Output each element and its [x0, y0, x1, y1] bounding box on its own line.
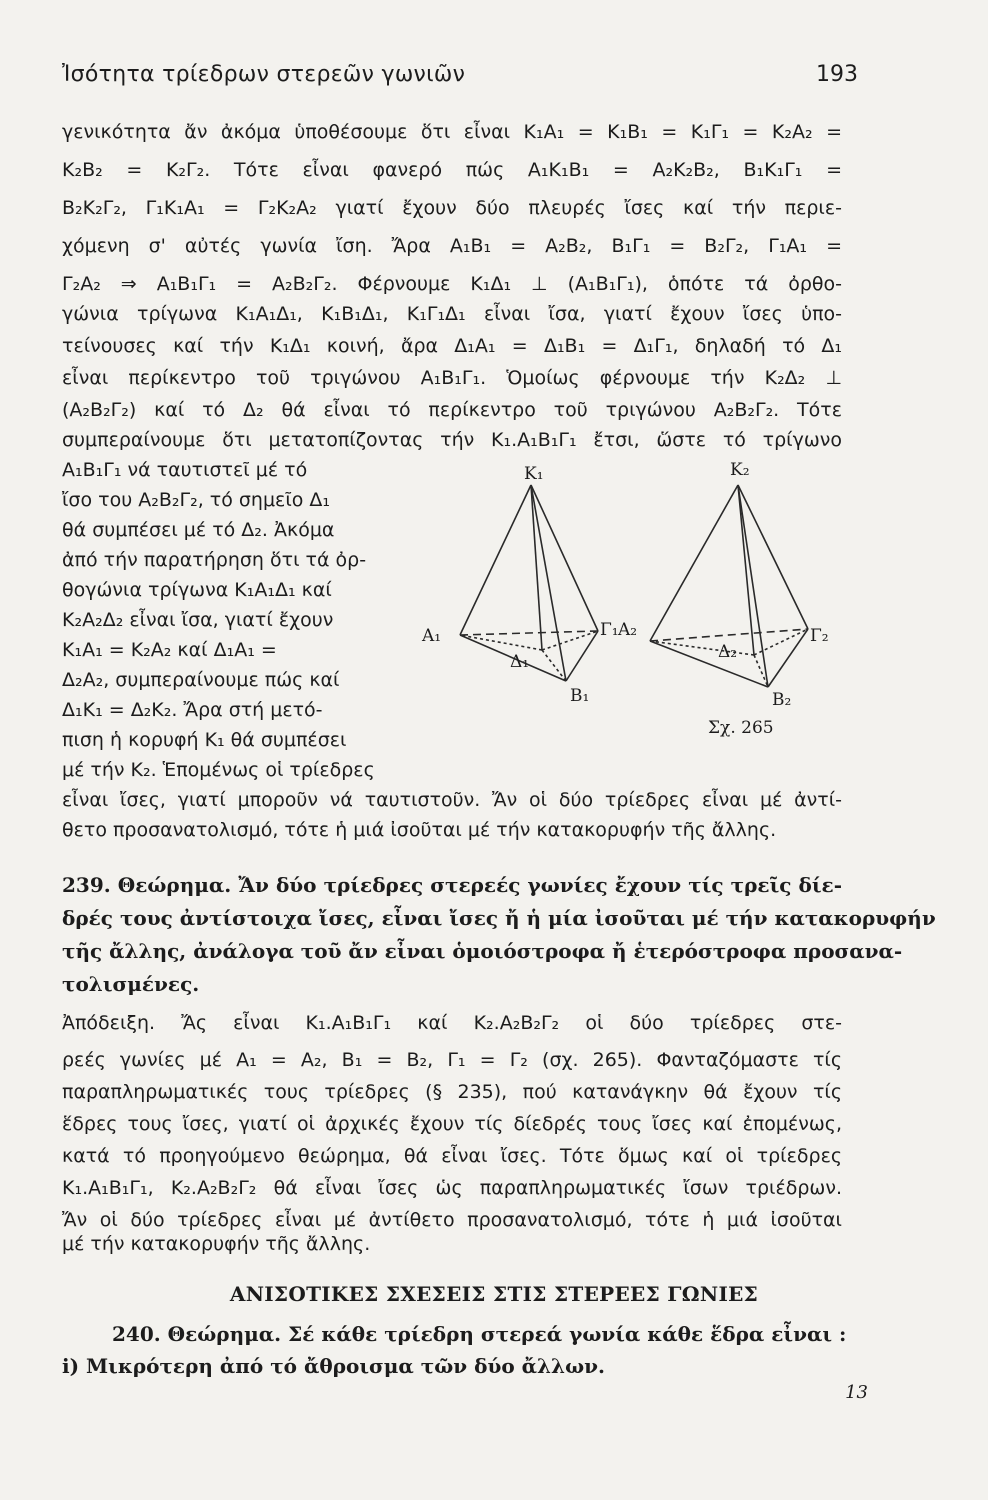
text-line: Κ₂Β₂ = Κ₂Γ₂. Τότε εἶναι φανερό πώς Α₁Κ₁Β₁ = Α₂Κ₂Β₂, Β₁Κ₁Γ₁ = [62, 159, 842, 181]
theorem-239-line: δρές τους ἀντίστοιχα ἴσες, εἶναι ἴσες ἤ ἡ μία ἰσοῦται μέ τήν κατακορυφήν [62, 906, 936, 930]
text-line: θά συμπέσει μέ τό Δ₂. Ἀκόμα [62, 519, 335, 541]
text-line: Δ₁Κ₁ = Δ₂Κ₂. Ἄρα στή μετό- [62, 699, 323, 721]
proof-line: Ἄν οἱ δύο τρίεδρες εἶναι μέ ἀντίθετο προσανατολισμό, τότε ἡ μιά ἰσοῦται [62, 1209, 842, 1231]
text-line: χόμενη σ' αὐτές γωνία ἴση. Ἄρα Α₁Β₁ = Α₂Β₂, Β₁Γ₁ = Β₂Γ₂, Γ₁Α₁ = [62, 235, 842, 257]
text-line: γενικότητα ἄν ἀκόμα ὑποθέσουμε ὅτι εἶναι Κ₁Α₁ = Κ₁Β₁ = Κ₁Γ₁ = Κ₂Α₂ = [62, 121, 842, 143]
proof-line: ἕδρες τους ἴσες, γιατί οἱ ἀρχικές ἔχουν τίς δίεδρές τους ἴσες καί ἐπομένως, [62, 1113, 842, 1135]
edge-d2a2 [650, 641, 754, 655]
edge-a2g2 [650, 629, 808, 641]
text-line: μέ τήν Κ₂. Ἑπομένως οἱ τρίεδρες [62, 759, 375, 781]
trihedral-figure [418, 455, 858, 715]
theorem-240-line: 240. Θεώρημα. Σέ κάθε τρίεδρη στερεά γωνία κάθε ἕδρα εἶναι : [112, 1322, 847, 1346]
text-line: πιση ἡ κορυφή Κ₁ θά συμπέσει [62, 729, 347, 751]
text-line: Β₂Κ₂Γ₂, Γ₁Κ₁Α₁ = Γ₂Κ₂Α₂ γιατί ἔχουν δύο πλευρές ἴσες καί τήν περιε- [62, 197, 842, 219]
label-k2: Κ₂ [730, 460, 750, 480]
theorem-239-line: τολισμένες. [62, 972, 200, 996]
label-d1: Δ₁ [510, 652, 530, 672]
edge-k1b1 [531, 485, 566, 681]
theorem-239-line: 239. Θεώρημα. Ἄν δύο τρίεδρες στερεές γωνίες ἔχουν τίς τρεῖς δίε- [62, 873, 842, 897]
theorem-240-line: i) Μικρότερη ἀπό τό ἄθροισμα τῶν δύο ἄλλων. [62, 1354, 605, 1378]
edge-b1g1 [566, 631, 598, 681]
edge-k1a1 [460, 485, 531, 635]
proof-line: Κ₁.Α₁Β₁Γ₁, Κ₂.Α₂Β₂Γ₂ θά εἶναι ἴσες ὡς παραπληρωματικές ἴσων τριέδρων. [62, 1177, 842, 1199]
proof-line: ρεές γωνίες μέ Α₁ = Α₂, Β₁ = Β₂, Γ₁ = Γ₂ (σχ. 265). Φανταζόμαστε τίς [62, 1049, 842, 1071]
text-line: Δ₂Α₂, συμπεραίνουμε πώς καί [62, 669, 340, 691]
edge-b2g2 [768, 629, 808, 687]
text-line: γώνια τρίγωνα Κ₁Α₁Δ₁, Κ₁Β₁Δ₁, Κ₁Γ₁Δ₁ εἶναι ἴσα, γιατί ἔχουν ἴσες ὑπο- [62, 303, 842, 325]
text-line: ἴσο του Α₂Β₂Γ₂, τό σημεῖο Δ₁ [62, 489, 331, 511]
section-title: ΑΝΙΣΟΤΙΚΕΣ ΣΧΕΣΕΙΣ ΣΤΙΣ ΣΤΕΡΕΕΣ ΓΩΝΙΕΣ [229, 1282, 759, 1306]
text-line: θετο προσανατολισμό, τότε ἡ μιά ἰσοῦται μέ τήν κατακορυφήν τῆς ἄλλης. [62, 819, 777, 841]
label-a2: Α₂ [618, 620, 638, 640]
running-header: Ἰσότητα τρίεδρων στερεῶν γωνιῶν [62, 62, 466, 87]
proof-line: κατά τό προηγούμενο θεώρημα, θά εἶναι ἴσες. Τότε ὅμως καί οἱ τρίεδρες [62, 1145, 842, 1167]
edge-a2b2 [650, 641, 768, 687]
edge-k2d2 [738, 485, 754, 655]
proof-line: Ἀπόδειξη. Ἄς εἶναι Κ₁.Α₁Β₁Γ₁ καί Κ₂.Α₂Β₂Γ₂ οἱ δύο τρίεδρες στε- [62, 1012, 842, 1034]
text-line: εἶναι ἴσες, γιατί μποροῦν νά ταυτιστοῦν. Ἄν οἱ δύο τρίεδρες εἶναι μέ ἀντί- [62, 789, 842, 811]
text-line: Κ₁Α₁ = Κ₂Α₂ καί Δ₁Α₁ = [62, 639, 277, 661]
text-line: ἀπό τήν παρατήρηση ὅτι τά ὀρ- [62, 549, 367, 571]
text-line: συμπεραίνουμε ὅτι μετατοπίζοντας τήν Κ₁.Α₁Β₁Γ₁ ἔτσι, ὥστε τό τρίγωνο [62, 429, 842, 451]
edge-k1g1 [531, 485, 598, 631]
edge-k1d1 [531, 485, 542, 650]
text-line: Α₁Β₁Γ₁ νά ταυτιστεῖ μέ τό [62, 459, 308, 481]
proof-line: μέ τήν κατακορυφήν τῆς ἄλλης. [62, 1233, 371, 1255]
label-b2: Β₂ [772, 690, 792, 710]
label-d2: Δ₂ [718, 642, 738, 662]
label-g2: Γ₂ [810, 626, 829, 646]
text-line: εἶναι περίκεντρο τοῦ τριγώνου Α₁Β₁Γ₁. Ὁμοίως φέρνουμε τήν Κ₂Δ₂ ⊥ [62, 367, 842, 389]
text-line: τείνουσες καί τήν Κ₁Δ₁ κοινή, ἄρα Δ₁Α₁ = Δ₁Β₁ = Δ₁Γ₁, δηλαδή τό Δ₁ [62, 335, 842, 357]
edge-d1a1 [460, 635, 542, 650]
text-line: Κ₂Α₂Δ₂ εἶναι ἴσα, γιατί ἔχουν [62, 609, 334, 631]
label-b1: Β₁ [570, 686, 590, 706]
label-a1: Α₁ [422, 626, 442, 646]
text-line: Γ₂Α₂ ⇒ Α₁Β₁Γ₁ = Α₂Β₂Γ₂. Φέρνουμε Κ₁Δ₁ ⊥ (Α₁Β₁Γ₁), ὁπότε τά ὀρθο- [62, 273, 842, 295]
edge-a1g1 [460, 631, 598, 635]
edge-d1g1 [542, 631, 598, 650]
figure-caption: Σχ. 265 [708, 718, 774, 738]
label-g1: Γ₁ [600, 620, 619, 640]
label-k1: Κ₁ [524, 464, 544, 484]
text-line: (Α₂Β₂Γ₂) καί τό Δ₂ θά εἶναι τό περίκεντρο τοῦ τριγώνου Α₂Β₂Γ₂. Τότε [62, 399, 842, 421]
signature-mark: 13 [845, 1382, 868, 1403]
proof-line: παραπληρωματικές τους τρίεδρες (§ 235), πού κατανάγκην θά ἔχουν τίς [62, 1081, 842, 1103]
theorem-239-line: τῆς ἄλλης, ἀνάλογα τοῦ ἄν εἶναι ὁμοιόστροφα ἤ ἑτερόστροφα προσανα- [62, 939, 903, 963]
page-number: 193 [816, 62, 858, 87]
edge-k2a2 [650, 485, 738, 641]
text-line: θογώνια τρίγωνα Κ₁Α₁Δ₁ καί [62, 579, 332, 601]
